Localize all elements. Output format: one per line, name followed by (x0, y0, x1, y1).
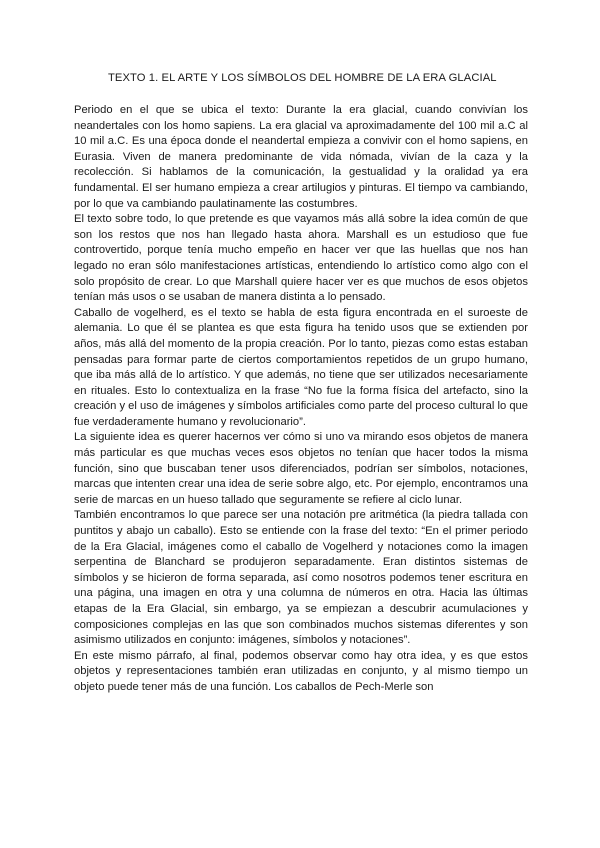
paragraph-context: Periodo en el que se ubica el texto: Durante la era glacial, cuando convivían los neandertales con los homo sapiens. La era glacial va aproximadamente del 100 mil a.C al 10 mil a.C. Es una época donde el neandertal empieza a convivir con el homo sapiens, en Eurasia. Viven de manera predominante de vida nómada, vivían de la caza y la recolección. Si hablamos de la comunicación, la gestualidad y la oralidad ya era fundamental. El ser humano empieza a crear artilugios y pinturas. El tiempo va cambiando, por lo que va cambiando paulatinamente las costumbres. (74, 104, 528, 210)
paragraph-vogelherd: Caballo de vogelherd, es el texto se habla de esta figura encontrada en el suroeste de alemania. Lo que él se plantea es que esta figura ha tenido usos que se extienden por años, más allá del momento de la propia creación. Por lo tanto, piezas como estas estaban pensadas para formar parte de ciertos comportamientos repetidos de un grupo humano, que iba más allá de lo artístico. Y que además, no tiene que ser utilizados necesariamente en rituales. Esto lo contextualiza en la frase “No fue la forma física del artefacto, sino la creación y el uso de imágenes y símbolos artificiales como parte del proceso cultural lo que fue verdaderamente humano y revolucionario”. (74, 306, 528, 428)
paragraph-marshall: El texto sobre todo, lo que pretende es que vayamos más allá sobre la idea común de que son los restos que nos han llegado hasta ahora. Marshall es un estudioso que fue controvertido, porque tenía mucho empeño en hacer ver que las huellas que nos han legado no eran sólo manifestaciones artísticas, entendiendo lo artístico como algo con el solo propósito de crear. Lo que Marshall quiere hacer ver es que muchos de esos objetos tenían más usos o se usaban de manera distinta a lo pensado. (74, 213, 528, 304)
paragraph-conclusion: En este mismo párrafo, al final, podemos observar como hay otra idea, y es que estos objetos y representaciones también eran utilizadas en conjunto, y al mismo tiempo un objeto puede tener más de una función. Los caballos de Pech-Merle son (74, 649, 528, 693)
document-body (74, 103, 528, 696)
document-title: TEXTO 1. EL ARTE Y LOS SÍMBOLOS DEL HOMBRE DE LA ERA GLACIAL (108, 72, 497, 84)
paragraph-functions: La siguiente idea es querer hacernos ver cómo si uno va mirando esos objetos de manera más particular es que muchas veces esos objetos no tenían que hacer todos la misma función, sino que buscaban tener usos diferenciados, podrían ser símbolos, notaciones, marcas que intenten crear una idea de serie sobre algo, etc. Por ejemplo, encontramos una serie de marcas en un hueso tallado que seguramente se refiere al ciclo lunar. (74, 431, 528, 506)
paragraph-notation: También encontramos lo que parece ser una notación pre aritmética (la piedra tallada con puntitos y abajo un caballo). Esto se entiende con la frase del texto: “En el primer periodo de la Era Glacial, imágenes como el caballo de Vogelherd y notaciones como la imagen serpentina de Blanchard se produjeron separadamente. Eran distintos sistemas de símbolos y se hicieron de forma separada, así como nosotros podemos tener escritura en una página, una imagen en otra y una columna de números en otra. Hacia las últimas etapas de la Era Glacial, sin embargo, ya se empiezan a descubrir acumulaciones y composiciones complejas en las que son combinados muchos sistemas diferentes y son asimismo utilizados en conjunto: imágenes, símbolos y notaciones”. (74, 509, 528, 647)
